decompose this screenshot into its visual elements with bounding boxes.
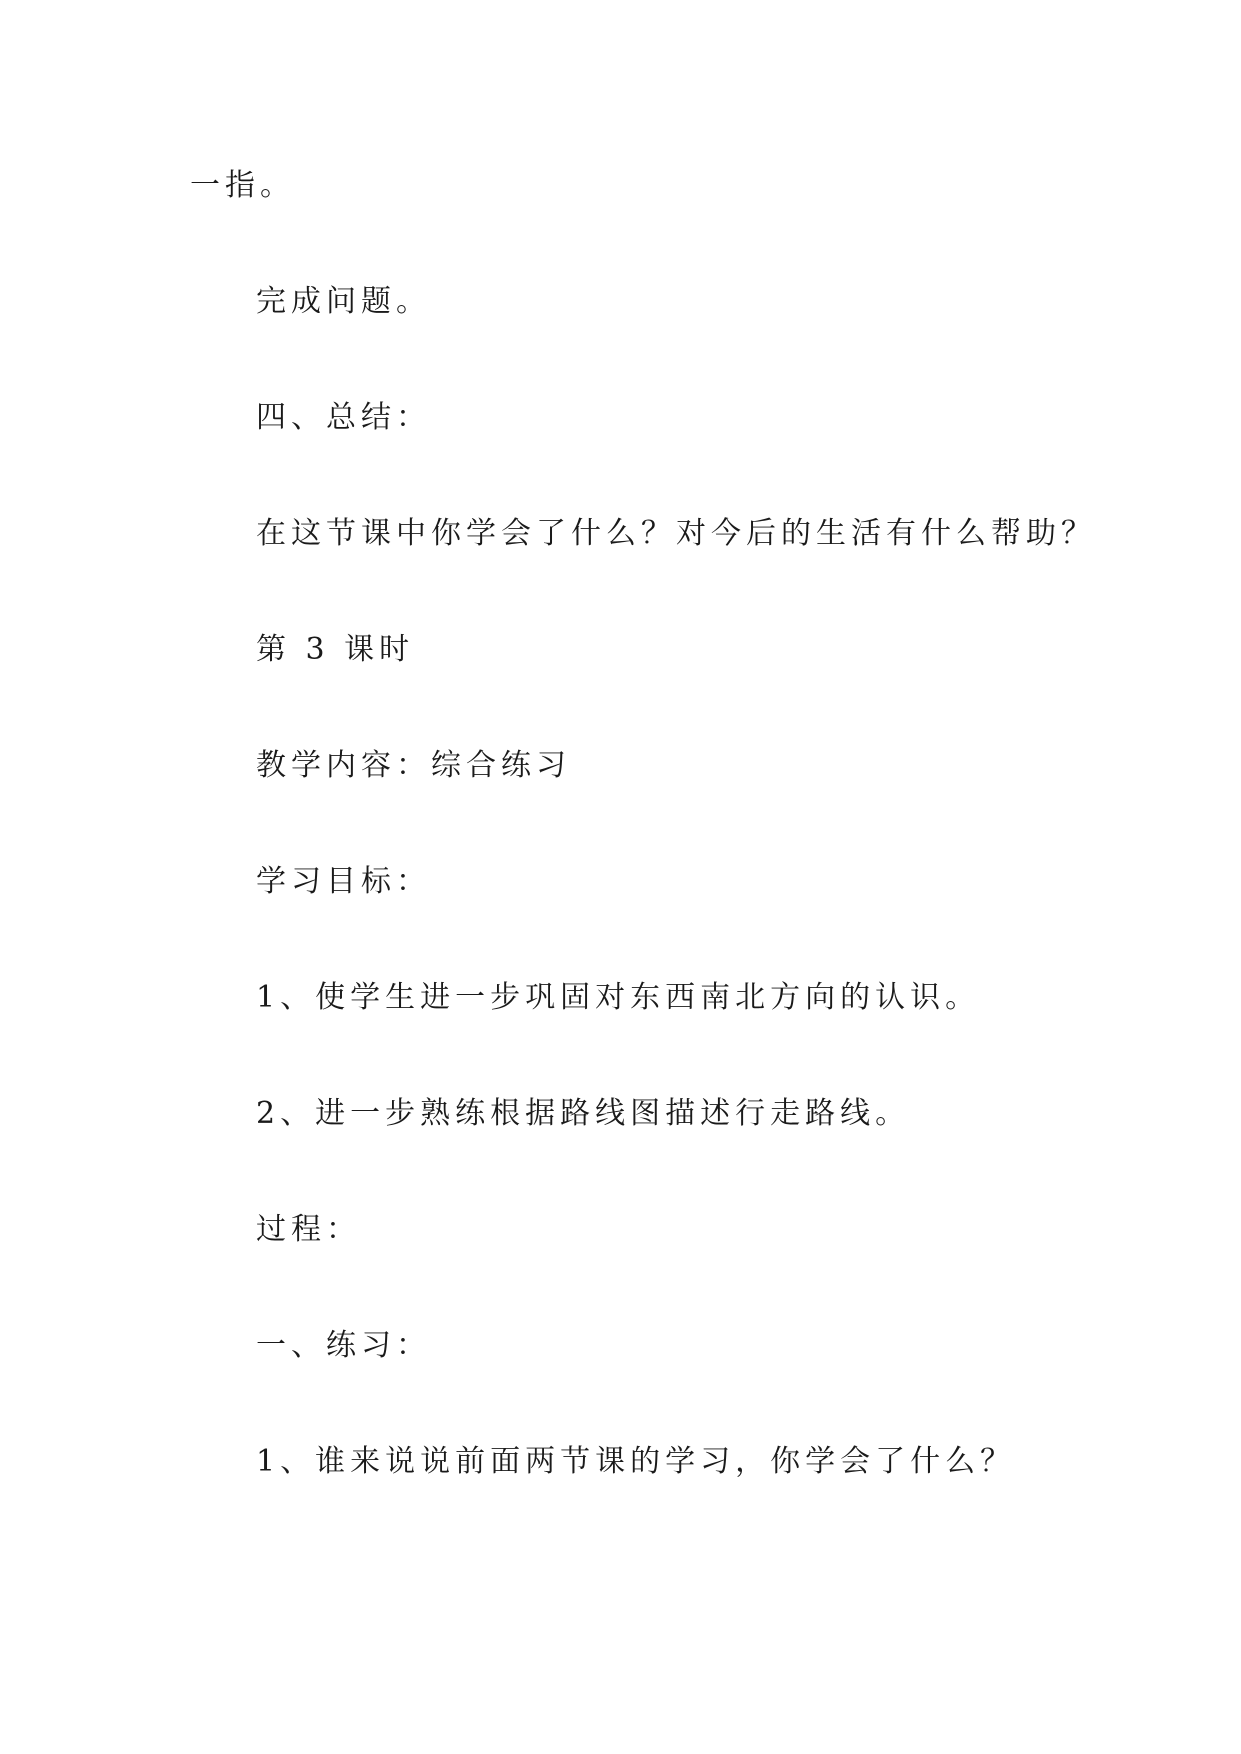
list-item: 2、进一步熟练根据路线图描述行走路线。 bbox=[256, 1096, 911, 1131]
section-heading: 一、练习： bbox=[256, 1328, 431, 1363]
text-line: 教学内容：综合练习 bbox=[256, 748, 571, 783]
list-item: 1、使学生进一步巩固对东西南北方向的认识。 bbox=[256, 980, 981, 1015]
section-heading: 四、总结： bbox=[256, 400, 431, 435]
section-heading: 学习目标： bbox=[256, 864, 431, 899]
section-heading: 过程： bbox=[256, 1212, 361, 1247]
text-line: 在这节课中你学会了什么？对今后的生活有什么帮助？ bbox=[256, 516, 1096, 551]
text-line: 完成问题。 bbox=[256, 284, 431, 319]
lesson-heading: 第 3 课时 bbox=[256, 632, 415, 667]
text-line: 一指。 bbox=[190, 168, 295, 203]
list-item: 1、谁来说说前面两节课的学习，你学会了什么？ bbox=[256, 1444, 1016, 1479]
